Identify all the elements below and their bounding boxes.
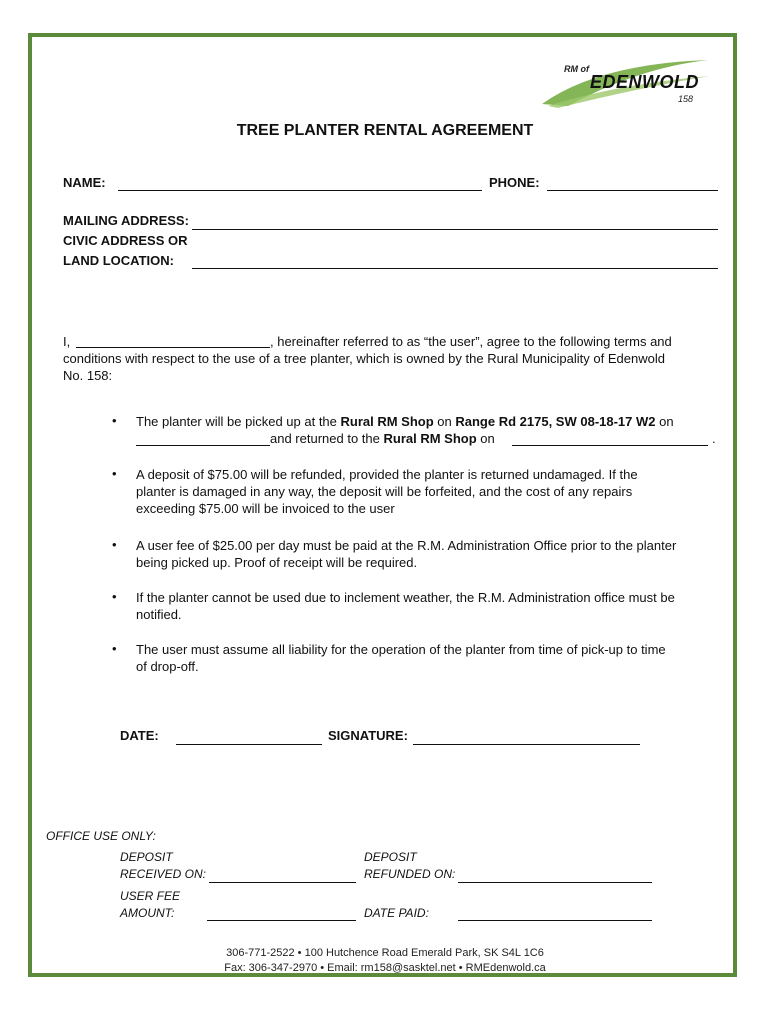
pickup-date-field[interactable] <box>136 445 270 446</box>
deposit-refunded-label-2: REFUNDED ON: <box>364 867 456 881</box>
bullet-icon: • <box>112 641 117 656</box>
footer-contact-line-1: 306-771-2522 • 100 Hutchence Road Emerald Park, SK S4L 1C6 <box>226 947 544 959</box>
date-label: DATE: <box>120 728 159 743</box>
deposit-received-label-2: RECEIVED ON: <box>120 867 207 881</box>
signature-label: SIGNATURE: <box>328 728 408 743</box>
civic-address-label-1: CIVIC ADDRESS OR <box>63 233 188 248</box>
date-paid-field[interactable] <box>458 920 652 921</box>
term-1-text-c: on <box>433 414 456 429</box>
office-use-heading: OFFICE USE ONLY: <box>46 829 156 843</box>
term-3-line-2: being picked up. Proof of receipt will be required. <box>136 555 418 570</box>
term-1-pickup-place: Rural RM Shop <box>340 414 434 429</box>
term-2-line-3: exceeding $75.00 will be invoiced to the user <box>136 501 395 516</box>
term-2-line-2: planter is damaged in any way, the deposit will be forfeited, and the cost of any repairs <box>136 484 633 499</box>
name-label: NAME: <box>63 175 106 190</box>
name-field[interactable] <box>118 190 482 191</box>
deposit-refunded-field[interactable] <box>458 882 652 883</box>
mailing-address-label: MAILING ADDRESS: <box>63 213 189 228</box>
user-fee-amount-field[interactable] <box>207 920 356 921</box>
term-5-line-2: of drop-off. <box>136 659 199 674</box>
intro-line-2: conditions with respect to the use of a tree planter, which is owned by the Rural Municipality of Edenwold <box>63 351 665 366</box>
edenwold-logo <box>538 54 718 110</box>
mailing-address-field[interactable] <box>192 229 718 230</box>
bullet-icon: • <box>112 589 117 604</box>
term-1-text-f: and returned to the <box>270 431 384 446</box>
term-1-text-h: on <box>476 431 495 446</box>
deposit-received-field[interactable] <box>209 882 356 883</box>
user-fee-label-2: AMOUNT: <box>120 906 175 920</box>
user-fee-label-1: USER FEE <box>120 889 181 903</box>
phone-label: PHONE: <box>489 175 540 190</box>
term-4-line-1: If the planter cannot be used due to inclement weather, the R.M. Administration office must be <box>136 590 675 605</box>
civic-address-field[interactable] <box>192 268 718 269</box>
bullet-icon: • <box>112 537 117 552</box>
phone-field[interactable] <box>547 190 718 191</box>
intro-line-1: , hereinafter referred to as “the user”, agree to the following terms and <box>270 334 672 349</box>
civic-address-label-2: LAND LOCATION: <box>63 253 174 268</box>
page-title: TREE PLANTER RENTAL AGREEMENT <box>236 122 534 139</box>
intro-prefix: I, <box>63 334 71 349</box>
term-1-location: Range Rd 2175, SW 08-18-17 W2 <box>455 414 656 429</box>
term-1-return-place: Rural RM Shop <box>383 431 477 446</box>
user-name-field[interactable] <box>76 347 270 348</box>
term-5-line-1: The user must assume all liability for the operation of the planter from time of pick-up to time <box>136 642 666 657</box>
intro-line-3: No. 158: <box>63 368 113 383</box>
term-1-text-a: The planter will be picked up at the <box>136 414 341 429</box>
term-1-period: . <box>712 431 716 446</box>
bullet-icon: • <box>112 466 117 481</box>
return-date-field[interactable] <box>512 445 708 446</box>
logo-number: 158 <box>678 94 694 104</box>
logo-name: EDENWOLD <box>590 72 699 92</box>
term-4-line-2: notified. <box>136 607 182 622</box>
deposit-refunded-label-1: DEPOSIT <box>364 850 417 864</box>
term-1 <box>136 413 726 430</box>
term-3-line-1: A user fee of $25.00 per day must be paid at the R.M. Administration Office prior to the planter <box>136 538 677 553</box>
deposit-received-label-1: DEPOSIT <box>120 850 173 864</box>
footer-contact-line-2: Fax: 306-347-2970 • Email: rm158@sasktel.net • RMEdenwold.ca <box>224 962 546 974</box>
bullet-icon: • <box>112 413 117 428</box>
term-1-line-2 <box>270 430 495 447</box>
signature-field[interactable] <box>413 744 640 745</box>
term-2-line-1: A deposit of $75.00 will be refunded, provided the planter is returned undamaged. If the <box>136 467 638 482</box>
date-field[interactable] <box>176 744 322 745</box>
logo-prefix: RM of <box>564 64 589 74</box>
term-1-text-e: on <box>655 414 674 429</box>
date-paid-label: DATE PAID: <box>364 906 429 920</box>
